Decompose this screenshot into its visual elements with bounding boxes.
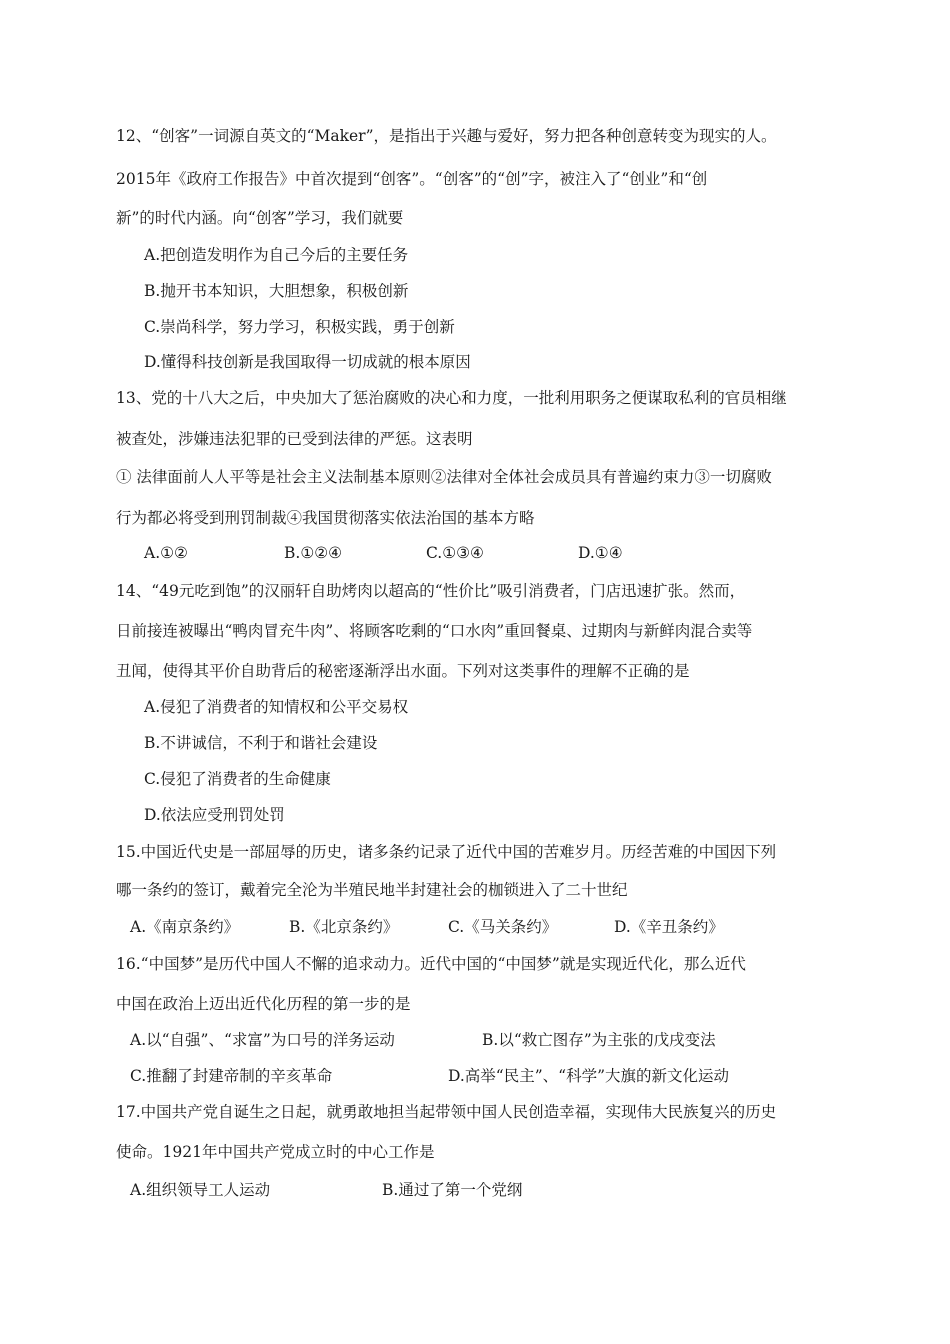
q12-option-c: C.崇尚科学，努力学习，积极实践，勇于创新 [144,318,455,336]
q17-stem-line-1: 17.中国共产党自诞生之日起，就勇敢地担当起带领中国人民创造幸福，实现伟大民族复兴的历史 [116,1103,777,1121]
q14-option-b: B.不讲诚信，不利于和谐社会建设 [144,734,378,752]
q14-option-a: A.侵犯了消费者的知情权和公平交易权 [144,698,409,716]
q14-option-c: C.侵犯了消费者的生命健康 [144,770,331,788]
q15-option-d: D.《辛丑条约》 [614,918,724,936]
q15-option-b: B.《北京条约》 [289,918,399,936]
q12-stem-line-2: 2015年《政府工作报告》中首次提到“创客”。“创客”的“创”字，被注入了“创业”和“创 [116,170,708,188]
q13-stem-line-1: 13、党的十八大之后，中央加大了惩治腐败的决心和力度，一批利用职务之便谋取私利的官员相继 [116,389,787,407]
q15-option-a: A.《南京条约》 [130,918,240,936]
q16-stem-line-2: 中国在政治上迈出近代化历程的第一步的是 [116,995,411,1013]
q15-stem-line-1: 15.中国近代史是一部屈辱的历史，诸多条约记录了近代中国的苦难岁月。历经苦难的中国因下列 [116,843,777,861]
q15-option-c: C.《马关条约》 [448,918,558,936]
q16-option-b: B.以“救亡图存”为主张的戊戌变法 [482,1031,716,1049]
q14-stem-line-2: 日前接连被曝出“鸭肉冒充牛肉”、将顾客吃剩的“口水肉”重回餐桌、过期肉与新鲜肉混合卖等 [116,622,753,640]
q12-option-b: B.抛开书本知识，大胆想象，积极创新 [144,282,409,300]
q13-option-a: A.①② [144,544,188,562]
q13-stem-line-3: ① 法律面前人人平等是社会主义法制基本原则②法律对全体社会成员具有普遍约束力③一切腐败 [116,468,772,486]
q13-stem-line-2: 被查处，涉嫌违法犯罪的已受到法律的严惩。这表明 [116,430,473,448]
q12-stem-line-3: 新”的时代内涵。向“创客”学习，我们就要 [116,209,404,227]
q14-option-d: D.依法应受刑罚处罚 [144,806,285,824]
q13-stem-line-4: 行为都必将受到刑罚制裁④我国贯彻落实依法治国的基本方略 [116,509,535,527]
q17-stem-line-2: 使命。1921年中国共产党成立时的中心工作是 [116,1143,435,1161]
q16-option-c: C.推翻了封建帝制的辛亥革命 [130,1067,333,1085]
q13-option-d: D.①④ [578,544,623,562]
q14-stem-line-3: 丑闻，使得其平价自助背后的秘密逐渐浮出水面。下列对这类事件的理解不正确的是 [116,662,690,680]
q16-option-d: D.高举“民主”、“科学”大旗的新文化运动 [448,1067,729,1085]
q12-option-d: D.懂得科技创新是我国取得一切成就的根本原因 [144,353,471,371]
q15-stem-line-2: 哪一条约的签订，戴着完全沦为半殖民地半封建社会的枷锁进入了二十世纪 [116,881,628,899]
q13-option-b: B.①②④ [284,544,343,562]
q14-stem-line-1: 14、“49元吃到饱”的汉丽轩自助烤肉以超高的“性价比”吸引消费者，门店迅速扩张。然而， [116,582,746,600]
q16-option-a: A.以“自强”、“求富”为口号的洋务运动 [130,1031,395,1049]
q12-option-a: A.把创造发明作为自己今后的主要任务 [144,246,409,264]
q13-option-c: C.①③④ [426,544,484,562]
q12-stem-line-1: 12、“创客”一词源自英文的“Maker”，是指出于兴趣与爱好，努力把各种创意转变为现实的人。 [116,127,777,145]
q17-option-a: A.组织领导工人运动 [130,1181,271,1199]
q16-stem-line-1: 16.“中国梦”是历代中国人不懈的追求动力。近代中国的“中国梦”就是实现近代化，那么近代 [116,955,746,973]
q17-option-b: B.通过了第一个党纲 [382,1181,523,1199]
